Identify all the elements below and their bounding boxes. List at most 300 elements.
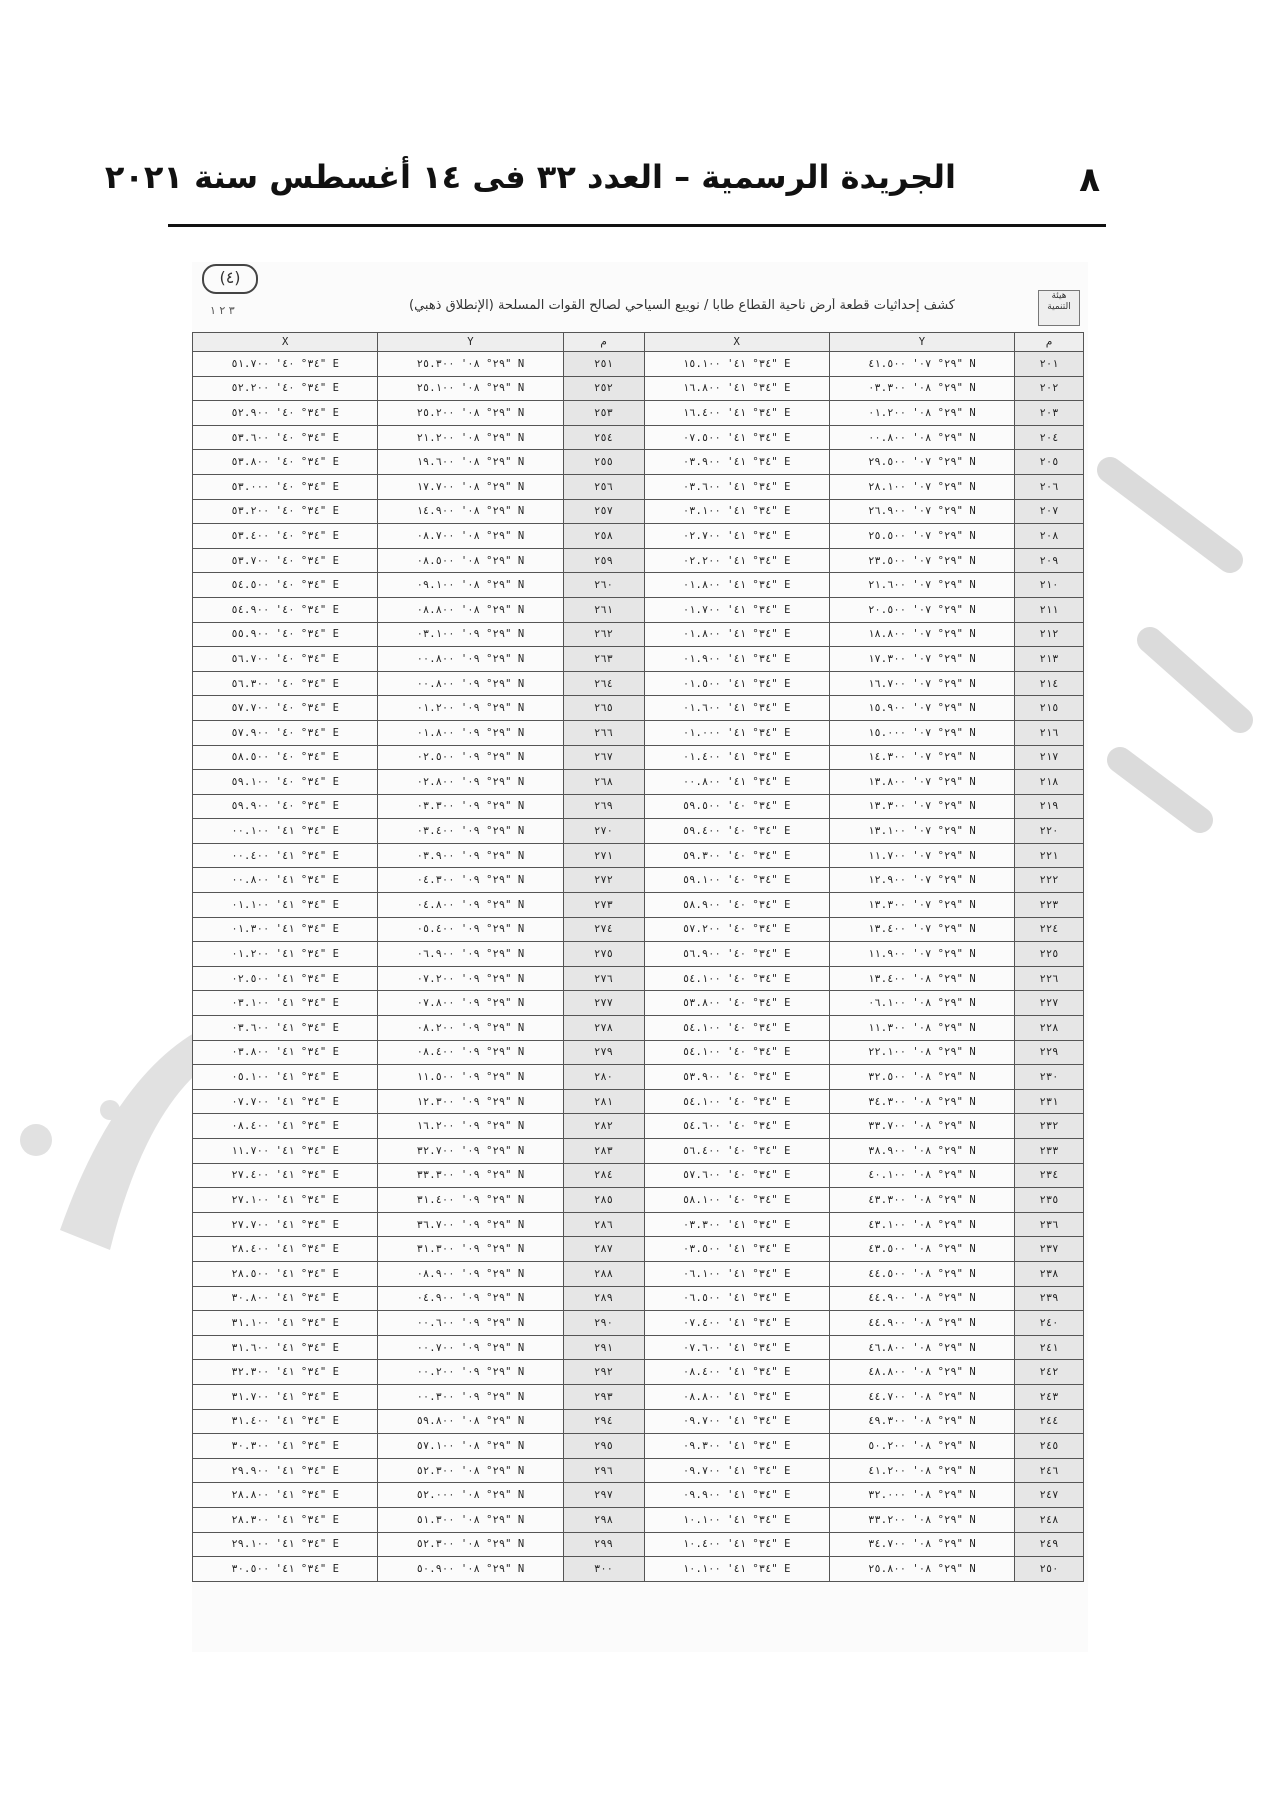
right-lat-cell: ٢٩° ٠٨' ٤٤.٩٠٠" N [829, 1286, 1014, 1311]
left-lat-cell: ٢٩° ٠٨' ٠٨.٨٠٠" N [378, 597, 563, 622]
table-row [193, 450, 1084, 475]
right-point-cell: ٢٠٩ [1015, 548, 1084, 573]
left-lon-cell: ٣٤° ٤٠' ٥٩.٩٠٠" E [193, 794, 378, 819]
right-lat-cell: ٢٩° ٠٧' ١٣.١٠٠" N [829, 819, 1014, 844]
right-lon-cell: ٣٤° ٤١' ٠٧.٦٠٠" E [644, 1335, 829, 1360]
left-lat-cell: ٢٩° ٠٩' ٠٣.٣٠٠" N [378, 794, 563, 819]
right-lat-cell: ٢٩° ٠٨' ٤٤.٩٠٠" N [829, 1311, 1014, 1336]
left-point-cell: ٢٥٣ [563, 401, 644, 426]
left-point-cell: ٢٨٢ [563, 1114, 644, 1139]
left-lat-cell: ٢٩° ٠٨' ٥٢.٣٠٠" N [378, 1532, 563, 1557]
left-lat-cell: ٢٩° ٠٩' ٠٠.٨٠٠" N [378, 647, 563, 672]
right-lon-cell: ٣٤° ٤١' ٠١.٧٠٠" E [644, 597, 829, 622]
header-right-x: X [644, 333, 829, 352]
left-point-cell: ٢٩٧ [563, 1483, 644, 1508]
right-lon-cell: ٣٤° ٤١' ٠١.٨٠٠" E [644, 573, 829, 598]
left-lon-cell: ٣٤° ٤١' ٣٠.٣٠٠" E [193, 1434, 378, 1459]
right-point-cell: ٢٤٥ [1015, 1434, 1084, 1459]
right-point-cell: ٢٣٤ [1015, 1163, 1084, 1188]
left-point-cell: ٢٦٠ [563, 573, 644, 598]
table-row [193, 671, 1084, 696]
left-point-cell: ٢٥٤ [563, 425, 644, 450]
left-point-cell: ٢٧٦ [563, 966, 644, 991]
right-point-cell: ٢١٤ [1015, 671, 1084, 696]
right-lon-cell: ٣٤° ٤١' ٠٩.٧٠٠" E [644, 1458, 829, 1483]
left-point-cell: ٢٦٣ [563, 647, 644, 672]
left-lon-cell: ٣٤° ٤٠' ٥٤.٩٠٠" E [193, 597, 378, 622]
table-row [193, 942, 1084, 967]
left-lon-cell: ٣٤° ٤٠' ٥١.٧٠٠" E [193, 352, 378, 377]
right-point-cell: ٢٤٦ [1015, 1458, 1084, 1483]
right-lon-cell: ٣٤° ٤٠' ٥٩.١٠٠" E [644, 868, 829, 893]
left-point-cell: ٢٩٩ [563, 1532, 644, 1557]
table-row [193, 1114, 1084, 1139]
right-lon-cell: ٣٤° ٤١' ٠٢.٧٠٠" E [644, 524, 829, 549]
left-lat-cell: ٢٩° ٠٩' ٠٢.٨٠٠" N [378, 770, 563, 795]
left-lon-cell: ٣٤° ٤١' ٠٠.٤٠٠" E [193, 843, 378, 868]
left-lat-cell: ٢٩° ٠٩' ٣٦.٧٠٠" N [378, 1212, 563, 1237]
left-point-cell: ٢٦٥ [563, 696, 644, 721]
left-lon-cell: ٣٤° ٤١' ٠٧.٧٠٠" E [193, 1089, 378, 1114]
right-point-cell: ٢٠١ [1015, 352, 1084, 377]
left-lon-cell: ٣٤° ٤١' ٢٧.٧٠٠" E [193, 1212, 378, 1237]
right-point-cell: ٢٠٣ [1015, 401, 1084, 426]
right-point-cell: ٢٢١ [1015, 843, 1084, 868]
table-row [193, 1335, 1084, 1360]
right-lat-cell: ٢٩° ٠٨' ٤٠.١٠٠" N [829, 1163, 1014, 1188]
left-lon-cell: ٣٤° ٤٠' ٥٣.٤٠٠" E [193, 524, 378, 549]
right-point-cell: ٢٣١ [1015, 1089, 1084, 1114]
right-point-cell: ٢١٣ [1015, 647, 1084, 672]
table-row [193, 1409, 1084, 1434]
right-point-cell: ٢٤١ [1015, 1335, 1084, 1360]
left-lon-cell: ٣٤° ٤١' ٢٩.٩٠٠" E [193, 1458, 378, 1483]
left-point-cell: ٢٩٨ [563, 1507, 644, 1532]
left-lat-cell: ٢٩° ٠٨' ٠٨.٧٠٠" N [378, 524, 563, 549]
left-point-cell: ٢٩٣ [563, 1384, 644, 1409]
left-point-cell: ٢٦١ [563, 597, 644, 622]
right-lat-cell: ٢٩° ٠٨' ٤٣.٥٠٠" N [829, 1237, 1014, 1262]
right-lon-cell: ٣٤° ٤١' ٠٨.٨٠٠" E [644, 1384, 829, 1409]
right-lat-cell: ٢٩° ٠٧' ١٨.٨٠٠" N [829, 622, 1014, 647]
left-lat-cell: ٢٩° ٠٩' ٠٠.٣٠٠" N [378, 1384, 563, 1409]
scan-title: كشف إحداثيات قطعة أرض ناحية القطاع طابا / نويبع السياحي لصالح القوات المسلحة (الإنطلاق ذهبي) [409, 298, 955, 313]
left-lon-cell: ٣٤° ٤١' ٢٨.٣٠٠" E [193, 1507, 378, 1532]
left-lat-cell: ٢٩° ٠٩' ٣١.٣٠٠" N [378, 1237, 563, 1262]
left-lon-cell: ٣٤° ٤١' ٣١.٧٠٠" E [193, 1384, 378, 1409]
left-lon-cell: ٣٤° ٤١' ٣٢.٣٠٠" E [193, 1360, 378, 1385]
right-lat-cell: ٢٩° ٠٧' ٢٣.٥٠٠" N [829, 548, 1014, 573]
watermark-right-icon [1110, 470, 1240, 820]
left-lat-cell: ٢٩° ٠٩' ٠٤.٨٠٠" N [378, 893, 563, 918]
right-lon-cell: ٣٤° ٤١' ٠٦.٥٠٠" E [644, 1286, 829, 1311]
left-lon-cell: ٣٤° ٤١' ٠١.٣٠٠" E [193, 917, 378, 942]
right-point-cell: ٢٤٨ [1015, 1507, 1084, 1532]
right-lat-cell: ٢٩° ٠٧' ١٢.٩٠٠" N [829, 868, 1014, 893]
right-point-cell: ٢٤٢ [1015, 1360, 1084, 1385]
right-point-cell: ٢٤٠ [1015, 1311, 1084, 1336]
right-lon-cell: ٣٤° ٤١' ١٥.١٠٠" E [644, 352, 829, 377]
right-lon-cell: ٣٤° ٤١' ١٦.٤٠٠" E [644, 401, 829, 426]
left-lon-cell: ٣٤° ٤١' ٠٥.١٠٠" E [193, 1065, 378, 1090]
left-point-cell: ٢٨٩ [563, 1286, 644, 1311]
left-lat-cell: ٢٩° ٠٩' ٠٦.٩٠٠" N [378, 942, 563, 967]
right-lon-cell: ٣٤° ٤٠' ٥٤.١٠٠" E [644, 1089, 829, 1114]
left-lon-cell: ٣٤° ٤١' ٢٨.٨٠٠" E [193, 1483, 378, 1508]
left-lat-cell: ٢٩° ٠٩' ٠٨.٢٠٠" N [378, 1016, 563, 1041]
table-row [193, 1188, 1084, 1213]
left-point-cell: ٢٥٨ [563, 524, 644, 549]
right-lat-cell: ٢٩° ٠٨' ٣٤.٧٠٠" N [829, 1532, 1014, 1557]
left-lon-cell: ٣٤° ٤١' ٣١.٦٠٠" E [193, 1335, 378, 1360]
left-lon-cell: ٣٤° ٤٠' ٥٢.٩٠٠" E [193, 401, 378, 426]
left-lat-cell: ٢٩° ٠٩' ١٦.٢٠٠" N [378, 1114, 563, 1139]
left-lat-cell: ٢٩° ٠٩' ٠٧.٨٠٠" N [378, 991, 563, 1016]
right-lat-cell: ٢٩° ٠٧' ٤١.٥٠٠" N [829, 352, 1014, 377]
left-lat-cell: ٢٩° ٠٩' ٠٠.٧٠٠" N [378, 1335, 563, 1360]
table-row [193, 1065, 1084, 1090]
left-lon-cell: ٣٤° ٤٠' ٥٤.٥٠٠" E [193, 573, 378, 598]
right-lon-cell: ٣٤° ٤٠' ٥٤.١٠٠" E [644, 1040, 829, 1065]
left-point-cell: ٢٦٩ [563, 794, 644, 819]
coordinates-table [192, 332, 1084, 1582]
table-row [193, 1237, 1084, 1262]
right-point-cell: ٢٤٣ [1015, 1384, 1084, 1409]
right-point-cell: ٢٣٨ [1015, 1261, 1084, 1286]
stamp: (٤) [202, 264, 258, 294]
right-lon-cell: ٣٤° ٤٠' ٥٦.٤٠٠" E [644, 1139, 829, 1164]
right-lon-cell: ٣٤° ٤١' ٠٧.٤٠٠" E [644, 1311, 829, 1336]
table-row [193, 794, 1084, 819]
right-lon-cell: ٣٤° ٤٠' ٥٩.٣٠٠" E [644, 843, 829, 868]
header-left-y: Y [378, 333, 563, 352]
left-point-cell: ٢٨٤ [563, 1163, 644, 1188]
left-lon-cell: ٣٤° ٤٠' ٥٦.٧٠٠" E [193, 647, 378, 672]
left-lon-cell: ٣٤° ٤١' ١١.٧٠٠" E [193, 1139, 378, 1164]
table-row [193, 1483, 1084, 1508]
right-lat-cell: ٢٩° ٠٨' ٤٤.٧٠٠" N [829, 1384, 1014, 1409]
right-lon-cell: ٣٤° ٤١' ٠٦.١٠٠" E [644, 1261, 829, 1286]
right-point-cell: ٢٢٧ [1015, 991, 1084, 1016]
left-lat-cell: ٢٩° ٠٨' ١٧.٧٠٠" N [378, 474, 563, 499]
right-point-cell: ٢٠٤ [1015, 425, 1084, 450]
table-row [193, 696, 1084, 721]
left-lat-cell: ٢٩° ٠٨' ٥٢.٠٠٠" N [378, 1483, 563, 1508]
right-lat-cell: ٢٩° ٠٨' ٣٨.٩٠٠" N [829, 1139, 1014, 1164]
right-lat-cell: ٢٩° ٠٧' ١٣.٨٠٠" N [829, 770, 1014, 795]
table-row [193, 868, 1084, 893]
page-number: ٨ [1079, 160, 1100, 200]
right-lon-cell: ٣٤° ٤٠' ٥٣.٩٠٠" E [644, 1065, 829, 1090]
right-lat-cell: ٢٩° ٠٨' ٥٠.٢٠٠" N [829, 1434, 1014, 1459]
right-point-cell: ٢٢٩ [1015, 1040, 1084, 1065]
right-lon-cell: ٣٤° ٤١' ٠٩.٣٠٠" E [644, 1434, 829, 1459]
left-lon-cell: ٣٤° ٤٠' ٥٣.٢٠٠" E [193, 499, 378, 524]
left-lat-cell: ٢٩° ٠٩' ٠٠.٨٠٠" N [378, 671, 563, 696]
table-row [193, 1507, 1084, 1532]
left-point-cell: ٢٧٤ [563, 917, 644, 942]
scan-marks: ۱ ۲ ۳ [210, 304, 235, 317]
right-lat-cell: ٢٩° ٠٨' ٠٦.١٠٠" N [829, 991, 1014, 1016]
left-point-cell: ٢٧٧ [563, 991, 644, 1016]
right-point-cell: ٢٢٠ [1015, 819, 1084, 844]
right-point-cell: ٢٠٦ [1015, 474, 1084, 499]
left-lat-cell: ٢٩° ٠٩' ١٢.٣٠٠" N [378, 1089, 563, 1114]
left-lat-cell: ٢٩° ٠٨' ٠٨.٥٠٠" N [378, 548, 563, 573]
left-lat-cell: ٢٩° ٠٩' ٠٠.٢٠٠" N [378, 1360, 563, 1385]
right-lon-cell: ٣٤° ٤١' ٠٣.٩٠٠" E [644, 450, 829, 475]
left-lat-cell: ٢٩° ٠٩' ٠٤.٣٠٠" N [378, 868, 563, 893]
left-lon-cell: ٣٤° ٤٠' ٥٧.٧٠٠" E [193, 696, 378, 721]
right-point-cell: ٢١١ [1015, 597, 1084, 622]
left-point-cell: ٢٩٥ [563, 1434, 644, 1459]
left-point-cell: ٢٨٣ [563, 1139, 644, 1164]
left-lon-cell: ٣٤° ٤١' ٠٢.٥٠٠" E [193, 966, 378, 991]
table-row [193, 917, 1084, 942]
left-point-cell: ٢٦٦ [563, 720, 644, 745]
left-lat-cell: ٢٩° ٠٩' ٠٨.٩٠٠" N [378, 1261, 563, 1286]
right-point-cell: ٢٠٧ [1015, 499, 1084, 524]
right-lon-cell: ٣٤° ٤٠' ٥٤.١٠٠" E [644, 966, 829, 991]
journal-title: الجريدة الرسمية – العدد ٣٢ فى ١٤ أغسطس سنة ٢٠٢١ [104, 158, 956, 196]
left-point-cell: ٢٦٤ [563, 671, 644, 696]
left-lat-cell: ٢٩° ٠٩' ١١.٥٠٠" N [378, 1065, 563, 1090]
left-lon-cell: ٣٤° ٤١' ٣٠.٨٠٠" E [193, 1286, 378, 1311]
right-lat-cell: ٢٩° ٠٨' ٣٤.٣٠٠" N [829, 1089, 1014, 1114]
left-point-cell: ٢٨٥ [563, 1188, 644, 1213]
table-row [193, 425, 1084, 450]
right-lon-cell: ٣٤° ٤١' ٠٩.٩٠٠" E [644, 1483, 829, 1508]
right-point-cell: ٢٣٠ [1015, 1065, 1084, 1090]
right-lat-cell: ٢٩° ٠٧' ١٤.٣٠٠" N [829, 745, 1014, 770]
right-lon-cell: ٣٤° ٤٠' ٥٤.١٠٠" E [644, 1016, 829, 1041]
right-lat-cell: ٢٩° ٠٧' ١٦.٧٠٠" N [829, 671, 1014, 696]
left-lon-cell: ٣٤° ٤٠' ٥٣.٦٠٠" E [193, 425, 378, 450]
right-lon-cell: ٣٤° ٤١' ٠٧.٥٠٠" E [644, 425, 829, 450]
left-lon-cell: ٣٤° ٤١' ٠٣.٦٠٠" E [193, 1016, 378, 1041]
left-point-cell: ٢٩٠ [563, 1311, 644, 1336]
left-lon-cell: ٣٤° ٤١' ٠١.١٠٠" E [193, 893, 378, 918]
right-point-cell: ٢٠٢ [1015, 376, 1084, 401]
left-lon-cell: ٣٤° ٤٠' ٥٨.٥٠٠" E [193, 745, 378, 770]
left-lat-cell: ٢٩° ٠٩' ٣٢.٧٠٠" N [378, 1139, 563, 1164]
right-lon-cell: ٣٤° ٤٠' ٥٩.٥٠٠" E [644, 794, 829, 819]
right-lon-cell: ٣٤° ٤١' ٠١.٨٠٠" E [644, 622, 829, 647]
right-lat-cell: ٢٩° ٠٧' ١٥.٠٠٠" N [829, 720, 1014, 745]
left-point-cell: ٢٧٩ [563, 1040, 644, 1065]
right-lon-cell: ٣٤° ٤١' ٠٢.٢٠٠" E [644, 548, 829, 573]
left-lat-cell: ٢٩° ٠٩' ٠٧.٢٠٠" N [378, 966, 563, 991]
table-row [193, 1261, 1084, 1286]
table-row [193, 966, 1084, 991]
table-row [193, 720, 1084, 745]
left-point-cell: ٢٥٥ [563, 450, 644, 475]
table-row [193, 474, 1084, 499]
right-lat-cell: ٢٩° ٠٨' ١٣.٤٠٠" N [829, 966, 1014, 991]
table-row [193, 1557, 1084, 1582]
right-point-cell: ٢١٠ [1015, 573, 1084, 598]
left-lon-cell: ٣٤° ٤٠' ٥٧.٩٠٠" E [193, 720, 378, 745]
table-row [193, 991, 1084, 1016]
header-right-y: Y [829, 333, 1014, 352]
table-row [193, 770, 1084, 795]
left-point-cell: ٢٩٢ [563, 1360, 644, 1385]
table-row [193, 745, 1084, 770]
right-point-cell: ٢٢٢ [1015, 868, 1084, 893]
left-lon-cell: ٣٤° ٤١' ٢٧.١٠٠" E [193, 1188, 378, 1213]
table-row [193, 1286, 1084, 1311]
right-point-cell: ٢٢٨ [1015, 1016, 1084, 1041]
table-row [193, 819, 1084, 844]
right-lon-cell: ٣٤° ٤٠' ٥٩.٤٠٠" E [644, 819, 829, 844]
left-lon-cell: ٣٤° ٤٠' ٥٣.٠٠٠" E [193, 474, 378, 499]
right-lat-cell: ٢٩° ٠٨' ٢٢.١٠٠" N [829, 1040, 1014, 1065]
right-lon-cell: ٣٤° ٤١' ١٦.٨٠٠" E [644, 376, 829, 401]
right-lon-cell: ٣٤° ٤٠' ٥٨.٩٠٠" E [644, 893, 829, 918]
right-lon-cell: ٣٤° ٤٠' ٥٤.٦٠٠" E [644, 1114, 829, 1139]
table-header-row [193, 333, 1084, 352]
left-lon-cell: ٣٤° ٤١' ٠٣.١٠٠" E [193, 991, 378, 1016]
table-row [193, 1212, 1084, 1237]
left-lon-cell: ٣٤° ٤١' ٠٠.٨٠٠" E [193, 868, 378, 893]
right-point-cell: ٢٣٣ [1015, 1139, 1084, 1164]
table-row [193, 548, 1084, 573]
table-row [193, 1458, 1084, 1483]
table-row [193, 647, 1084, 672]
right-lat-cell: ٢٩° ٠٧' ١١.٩٠٠" N [829, 942, 1014, 967]
right-lon-cell: ٣٤° ٤١' ٠١.٥٠٠" E [644, 671, 829, 696]
right-lat-cell: ٢٩° ٠٨' ٠١.٢٠٠" N [829, 401, 1014, 426]
left-point-cell: ٢٩١ [563, 1335, 644, 1360]
right-lat-cell: ٢٩° ٠٧' ٢٩.٥٠٠" N [829, 450, 1014, 475]
right-lat-cell: ٢٩° ٠٧' ١١.٧٠٠" N [829, 843, 1014, 868]
right-lat-cell: ٢٩° ٠٧' ٢١.٦٠٠" N [829, 573, 1014, 598]
left-point-cell: ٢٨٦ [563, 1212, 644, 1237]
left-lat-cell: ٢٩° ٠٩' ٠١.٢٠٠" N [378, 696, 563, 721]
right-lon-cell: ٣٤° ٤١' ١٠.١٠٠" E [644, 1557, 829, 1582]
left-point-cell: ٢٧٣ [563, 893, 644, 918]
left-point-cell: ٣٠٠ [563, 1557, 644, 1582]
right-point-cell: ٢٣٥ [1015, 1188, 1084, 1213]
table-row [193, 376, 1084, 401]
left-point-cell: ٢٥١ [563, 352, 644, 377]
right-lat-cell: ٢٩° ٠٧' ١٣.٤٠٠" N [829, 917, 1014, 942]
left-lon-cell: ٣٤° ٤٠' ٥٩.١٠٠" E [193, 770, 378, 795]
right-point-cell: ٢١٦ [1015, 720, 1084, 745]
right-lat-cell: ٢٩° ٠٨' ٠٠.٨٠٠" N [829, 425, 1014, 450]
left-lat-cell: ٢٩° ٠٨' ٥٢.٣٠٠" N [378, 1458, 563, 1483]
left-point-cell: ٢٩٤ [563, 1409, 644, 1434]
right-lon-cell: ٣٤° ٤١' ٠٨.٤٠٠" E [644, 1360, 829, 1385]
left-lat-cell: ٢٩° ٠٨' ٥٠.٩٠٠" N [378, 1557, 563, 1582]
left-lat-cell: ٢٩° ٠٨' ١٩.٦٠٠" N [378, 450, 563, 475]
table-row [193, 1016, 1084, 1041]
left-lon-cell: ٣٤° ٤١' ٣٠.٥٠٠" E [193, 1557, 378, 1582]
right-lat-cell: ٢٩° ٠٨' ٤١.٢٠٠" N [829, 1458, 1014, 1483]
right-lat-cell: ٢٩° ٠٨' ٤٩.٣٠٠" N [829, 1409, 1014, 1434]
left-lat-cell: ٢٩° ٠٩' ٠٣.٩٠٠" N [378, 843, 563, 868]
left-lon-cell: ٣٤° ٤٠' ٥٦.٣٠٠" E [193, 671, 378, 696]
right-point-cell: ٢٢٣ [1015, 893, 1084, 918]
left-lat-cell: ٢٩° ٠٩' ٠٣.٤٠٠" N [378, 819, 563, 844]
right-lat-cell: ٢٩° ٠٧' ١٧.٣٠٠" N [829, 647, 1014, 672]
left-point-cell: ٢٥٧ [563, 499, 644, 524]
right-lon-cell: ٣٤° ٤١' ١٠.٤٠٠" E [644, 1532, 829, 1557]
left-lat-cell: ٢٩° ٠٨' ٥٧.١٠٠" N [378, 1434, 563, 1459]
left-lat-cell: ٢٩° ٠٨' ٢٥.٢٠٠" N [378, 401, 563, 426]
table-row [193, 622, 1084, 647]
right-lon-cell: ٣٤° ٤١' ٠١.٦٠٠" E [644, 696, 829, 721]
authority-logo: هيئة التنمية [1038, 290, 1080, 326]
scanned-document [192, 262, 1088, 1652]
right-point-cell: ٢١٧ [1015, 745, 1084, 770]
left-point-cell: ٢٧١ [563, 843, 644, 868]
right-point-cell: ٢٠٥ [1015, 450, 1084, 475]
right-lat-cell: ٢٩° ٠٨' ٣٣.٧٠٠" N [829, 1114, 1014, 1139]
left-lat-cell: ٢٩° ٠٨' ٢١.٢٠٠" N [378, 425, 563, 450]
right-point-cell: ٢٣٦ [1015, 1212, 1084, 1237]
table-row [193, 499, 1084, 524]
left-lat-cell: ٢٩° ٠٩' ٠١.٨٠٠" N [378, 720, 563, 745]
right-point-cell: ٢٠٨ [1015, 524, 1084, 549]
left-point-cell: ٢٨٨ [563, 1261, 644, 1286]
right-point-cell: ٢٣٧ [1015, 1237, 1084, 1262]
right-lat-cell: ٢٩° ٠٨' ٤٨.٨٠٠" N [829, 1360, 1014, 1385]
left-lon-cell: ٣٤° ٤٠' ٥٣.٨٠٠" E [193, 450, 378, 475]
left-point-cell: ٢٧٠ [563, 819, 644, 844]
right-lon-cell: ٣٤° ٤١' ٠٩.٧٠٠" E [644, 1409, 829, 1434]
right-point-cell: ٢١٥ [1015, 696, 1084, 721]
table-row [193, 1360, 1084, 1385]
left-lon-cell: ٣٤° ٤١' ٠١.٢٠٠" E [193, 942, 378, 967]
right-lon-cell: ٣٤° ٤١' ٠٣.١٠٠" E [644, 499, 829, 524]
left-lon-cell: ٣٤° ٤١' ٢٨.٤٠٠" E [193, 1237, 378, 1262]
left-lat-cell: ٢٩° ٠٩' ٠٥.٤٠٠" N [378, 917, 563, 942]
table-row [193, 1163, 1084, 1188]
left-lat-cell: ٢٩° ٠٨' ٥٩.٨٠٠" N [378, 1409, 563, 1434]
right-lon-cell: ٣٤° ٤٠' ٥٦.٩٠٠" E [644, 942, 829, 967]
coordinates-body [193, 352, 1084, 1582]
right-lat-cell: ٢٩° ٠٨' ٠٣.٣٠٠" N [829, 376, 1014, 401]
right-lat-cell: ٢٩° ٠٨' ٣٣.٢٠٠" N [829, 1507, 1014, 1532]
left-point-cell: ٢٧٥ [563, 942, 644, 967]
right-point-cell: ٢١٨ [1015, 770, 1084, 795]
left-lon-cell: ٣٤° ٤١' ٠٨.٤٠٠" E [193, 1114, 378, 1139]
right-lat-cell: ٢٩° ٠٧' ١٣.٣٠٠" N [829, 893, 1014, 918]
left-point-cell: ٢٦٧ [563, 745, 644, 770]
right-lat-cell: ٢٩° ٠٨' ٤٤.٥٠٠" N [829, 1261, 1014, 1286]
right-lon-cell: ٣٤° ٤١' ٠٣.٣٠٠" E [644, 1212, 829, 1237]
left-lat-cell: ٢٩° ٠٩' ٣٣.٣٠٠" N [378, 1163, 563, 1188]
left-point-cell: ٢٦٢ [563, 622, 644, 647]
right-lat-cell: ٢٩° ٠٧' ٢٦.٩٠٠" N [829, 499, 1014, 524]
right-lat-cell: ٢٩° ٠٨' ١١.٣٠٠" N [829, 1016, 1014, 1041]
right-lat-cell: ٢٩° ٠٨' ٣٢.٠٠٠" N [829, 1483, 1014, 1508]
left-lon-cell: ٣٤° ٤١' ٣١.٤٠٠" E [193, 1409, 378, 1434]
left-lat-cell: ٢٩° ٠٨' ٥١.٣٠٠" N [378, 1507, 563, 1532]
header-right-point: م [1015, 333, 1084, 352]
left-lat-cell: ٢٩° ٠٩' ٠٨.٤٠٠" N [378, 1040, 563, 1065]
table-row [193, 352, 1084, 377]
left-lon-cell: ٣٤° ٤١' ٢٧.٤٠٠" E [193, 1163, 378, 1188]
left-point-cell: ٢٥٦ [563, 474, 644, 499]
right-lon-cell: ٣٤° ٤١' ٠١.٠٠٠" E [644, 720, 829, 745]
left-lat-cell: ٢٩° ٠٨' ٢٥.٣٠٠" N [378, 352, 563, 377]
left-lon-cell: ٣٤° ٤٠' ٥٢.٢٠٠" E [193, 376, 378, 401]
right-lat-cell: ٢٩° ٠٨' ٤٣.١٠٠" N [829, 1212, 1014, 1237]
left-point-cell: ٢٧٨ [563, 1016, 644, 1041]
table-row [193, 1040, 1084, 1065]
